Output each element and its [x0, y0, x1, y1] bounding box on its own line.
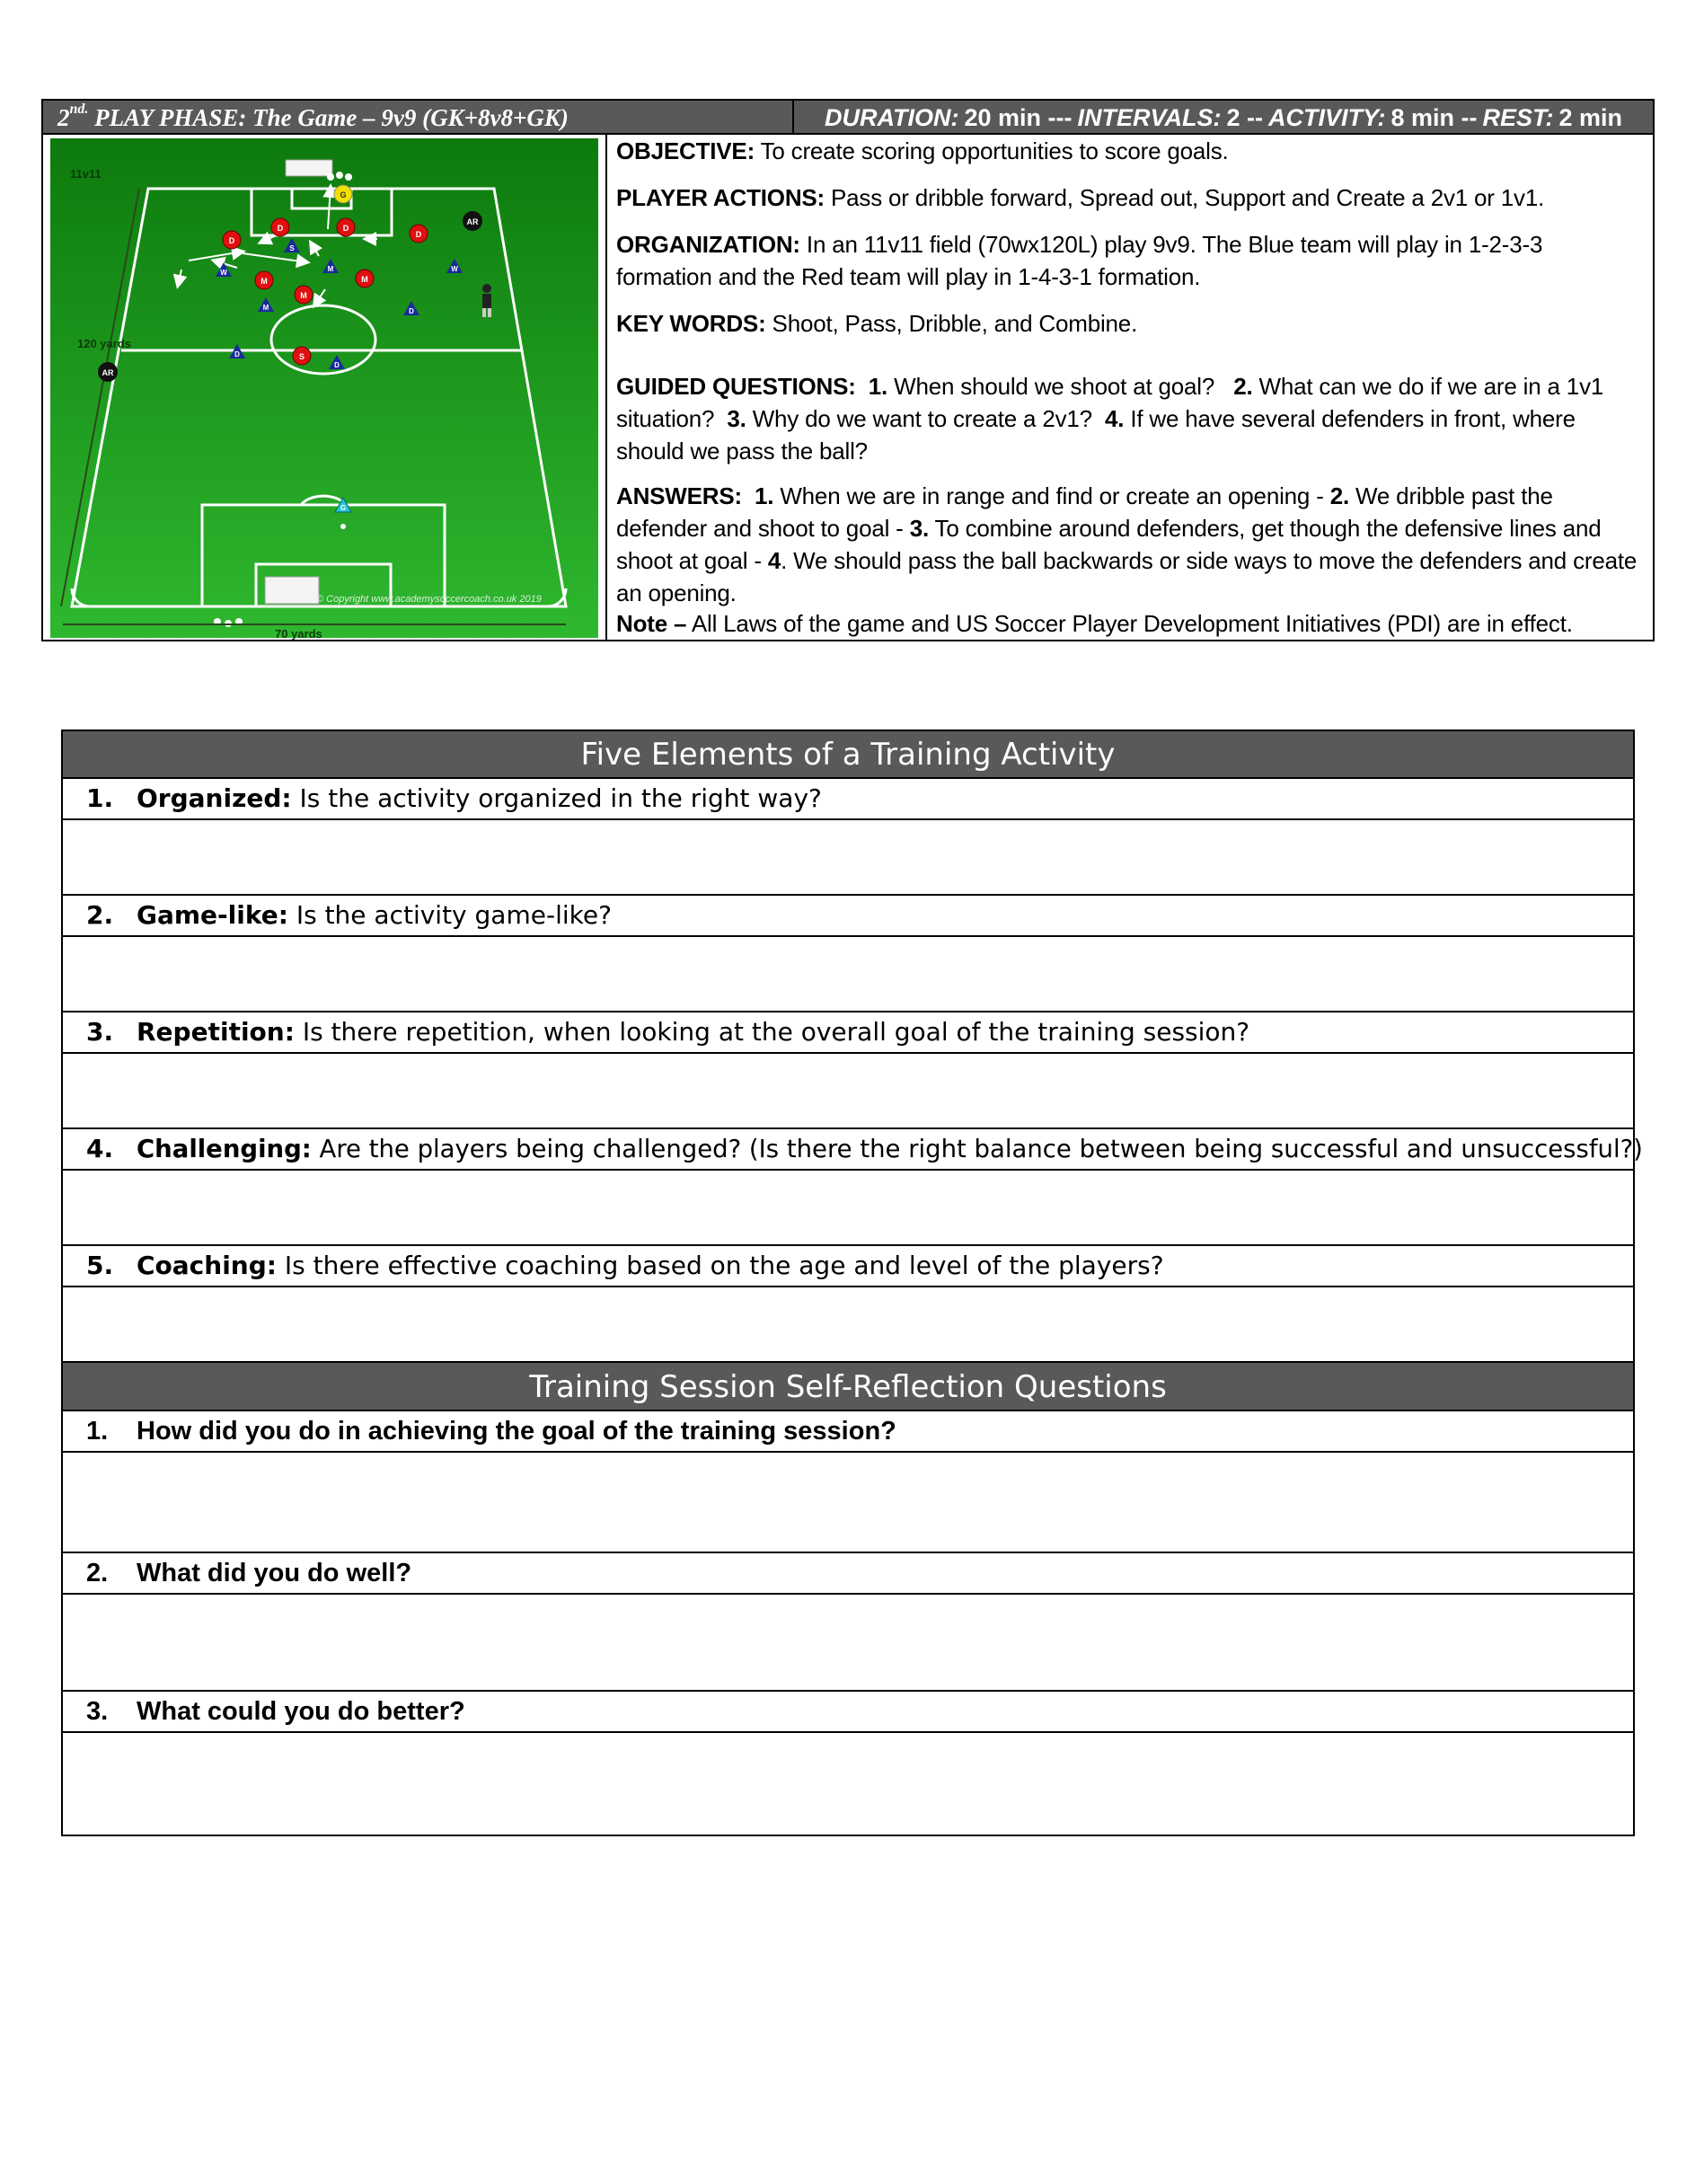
element-row-challenging: [63, 1129, 1643, 1171]
activity-value: 8 min --: [1390, 104, 1478, 131]
red-player-label: D: [342, 224, 349, 233]
answer2: We dribble past the defender and shoot to goal -: [616, 482, 1553, 542]
diagram-copyright: © Copyright www.academysoccercoach.co.uk 2019: [316, 594, 542, 605]
title-prefix: 2: [57, 104, 70, 131]
note-text: All Laws of the game and US Soccer Player Development Initiatives (PDI) are in effect.: [686, 610, 1573, 637]
key-words: [616, 307, 1137, 340]
reflection-row-goal: [63, 1411, 1633, 1453]
goalkeeper-bottom-label: G: [340, 504, 347, 512]
blue-player-label: W: [451, 265, 458, 273]
key-words-label: KEY WORDS:: [616, 310, 766, 337]
red-player-label: S: [298, 352, 305, 361]
answers-label: ANSWERS:: [616, 482, 742, 509]
guided-q4-num: 4.: [1105, 405, 1125, 432]
activity-title: [57, 102, 569, 133]
intervals-value: 2 --: [1226, 104, 1263, 131]
ar-label: AR: [102, 368, 114, 377]
activity-timing: [794, 102, 1653, 133]
guided-q4: If we have several defenders in front, where should we pass the ball?: [616, 405, 1576, 464]
element-question: [137, 1246, 1164, 1286]
element-row-repetition: [63, 1012, 1633, 1054]
element-question: [137, 896, 612, 935]
organization-text: In an 11v11 field (70wx120L) play 9v9. The Blue team will play in 1-2-3-3 formation and the Red team will play in 1-4-3-1 formation.: [616, 231, 1543, 290]
field-length-label: 120 yards: [77, 337, 131, 350]
element-answer-coaching[interactable]: [63, 1287, 1633, 1363]
note-label: Note –: [616, 610, 687, 637]
key-words-text: Shoot, Pass, Dribble, and Combine.: [765, 310, 1138, 337]
player-actions: [616, 181, 1544, 214]
rest-label: REST:: [1482, 104, 1554, 131]
element-label: Organized:: [137, 783, 292, 813]
element-question: [137, 1012, 1249, 1052]
objective: [616, 135, 1229, 167]
player-actions-label: PLAYER ACTIONS:: [616, 184, 825, 211]
element-num: 2.: [86, 900, 114, 930]
reflection-row-well: [63, 1553, 1633, 1595]
element-answer-challenging[interactable]: [63, 1171, 1633, 1246]
element-answer-repetition[interactable]: [63, 1054, 1633, 1129]
element-num: 3.: [86, 1017, 114, 1047]
red-player-label: M: [260, 277, 268, 286]
ar-label: AR: [466, 217, 479, 226]
element-num: 1.: [86, 783, 114, 813]
element-text: Is the activity game-like?: [287, 900, 612, 930]
reflection-num: 2.: [86, 1559, 109, 1587]
answer3: To combine around defenders, get though the defensive lines and shoot at goal -: [616, 515, 1602, 574]
blue-player-label: M: [327, 265, 334, 273]
element-label: Repetition:: [137, 1017, 295, 1047]
blue-player-label: D: [334, 361, 340, 369]
element-num: 5.: [86, 1251, 114, 1280]
soccer-field-diagram: [45, 135, 604, 640]
element-text: Is there repetition, when looking at the overall goal of the training session?: [294, 1017, 1250, 1047]
answer4: . We should pass the ball backwards or side ways to move the defenders and create an opening.: [616, 547, 1638, 606]
element-label: Game-like:: [137, 900, 288, 930]
field-size-label: 11v11: [70, 167, 102, 181]
duration-value: 20 min ---: [964, 104, 1073, 131]
answer1-num: 1.: [755, 482, 774, 509]
answer4-num: 4: [767, 547, 781, 574]
answer3-num: 3.: [909, 515, 929, 542]
reflection-num: 3.: [86, 1697, 109, 1726]
element-answer-organized[interactable]: [63, 820, 1633, 896]
guided-questions-label: GUIDED QUESTIONS:: [616, 373, 856, 400]
guided-q2: What can we do if we are in a 1v1 situation?: [616, 373, 1604, 432]
duration-label: DURATION:: [824, 104, 959, 131]
reflection-question: How did you do in achieving the goal of the training session?: [137, 1417, 896, 1446]
guided-q2-num: 2.: [1233, 373, 1253, 400]
reflection-answer-goal[interactable]: [63, 1453, 1633, 1553]
element-row-game-like: [63, 896, 1633, 937]
reflection-row-better: [63, 1692, 1633, 1733]
guided-q3-num: 3.: [727, 405, 746, 432]
reflection-title: Training Session Self-Reflection Questions: [63, 1363, 1633, 1411]
title-main: PLAY PHASE: The Game – 9v9 (GK+8v8+GK): [88, 104, 569, 131]
reflection-num: 1.: [86, 1417, 109, 1446]
red-player-label: D: [277, 224, 284, 233]
organization: [616, 228, 1631, 293]
answer2-num: 2.: [1329, 482, 1349, 509]
blue-player-label: M: [262, 304, 269, 312]
answer1: When we are in range and find or create an opening -: [773, 482, 1324, 509]
objective-text: To create scoring opportunities to score goals.: [755, 137, 1229, 164]
bottom-goal: [265, 577, 319, 604]
red-player-label: M: [361, 275, 368, 284]
body-divider: [605, 135, 607, 640]
element-label: Coaching:: [137, 1251, 277, 1280]
player-actions-text: Pass or dribble forward, Spread out, Support and Create a 2v1 or 1v1.: [825, 184, 1545, 211]
note: [616, 607, 1573, 640]
goalkeeper-top-label: G: [340, 190, 347, 199]
element-text: Is there effective coaching based on the age and level of the players?: [276, 1251, 1164, 1280]
element-num: 4.: [86, 1134, 114, 1163]
element-text: Are the players being challenged? (Is there the right balance between being successful and unsuccessful?): [311, 1135, 1643, 1163]
red-player-label: D: [415, 230, 422, 239]
element-question: [137, 779, 822, 818]
blue-player-label: D: [234, 350, 240, 358]
reflection-question: What could you do better?: [137, 1697, 465, 1726]
field-width-label: 70 yards: [275, 627, 322, 640]
red-player-label: D: [228, 236, 235, 245]
activity-header: [43, 101, 1653, 135]
five-elements-title: Five Elements of a Training Activity: [63, 731, 1633, 779]
element-row-organized: [63, 779, 1633, 820]
objective-label: OBJECTIVE:: [616, 137, 755, 164]
organization-label: ORGANIZATION:: [616, 231, 800, 258]
element-answer-game-like[interactable]: [63, 937, 1633, 1012]
element-label: Challenging:: [137, 1135, 312, 1163]
title-ordinal: nd.: [69, 102, 89, 117]
element-row-coaching: [63, 1246, 1633, 1287]
element-text: Is the activity organized in the right way?: [291, 783, 822, 813]
answers: [616, 480, 1640, 609]
intervals-label: INTERVALS:: [1077, 104, 1222, 131]
guided-q3: Why do we want to create a 2v1?: [746, 405, 1092, 432]
top-goal: [286, 160, 332, 176]
blue-player-label: S: [289, 244, 295, 252]
reflection-sheet: [61, 729, 1643, 1836]
blue-player-label: W: [220, 269, 227, 277]
guided-q1: When should we shoot at goal?: [887, 373, 1215, 400]
reflection-question: What did you do well?: [137, 1559, 412, 1587]
red-player-label: M: [300, 291, 307, 300]
element-question: [137, 1129, 1643, 1169]
rest-value: 2 min: [1558, 104, 1623, 131]
activity-card: [41, 99, 1655, 641]
reflection-answer-better[interactable]: [63, 1733, 1633, 1835]
activity-label: ACTIVITY:: [1267, 104, 1386, 131]
reflection-answer-well[interactable]: [63, 1595, 1633, 1692]
blue-player-label: D: [409, 307, 414, 315]
guided-questions: [616, 370, 1640, 467]
guided-q1-num: 1.: [868, 373, 888, 400]
